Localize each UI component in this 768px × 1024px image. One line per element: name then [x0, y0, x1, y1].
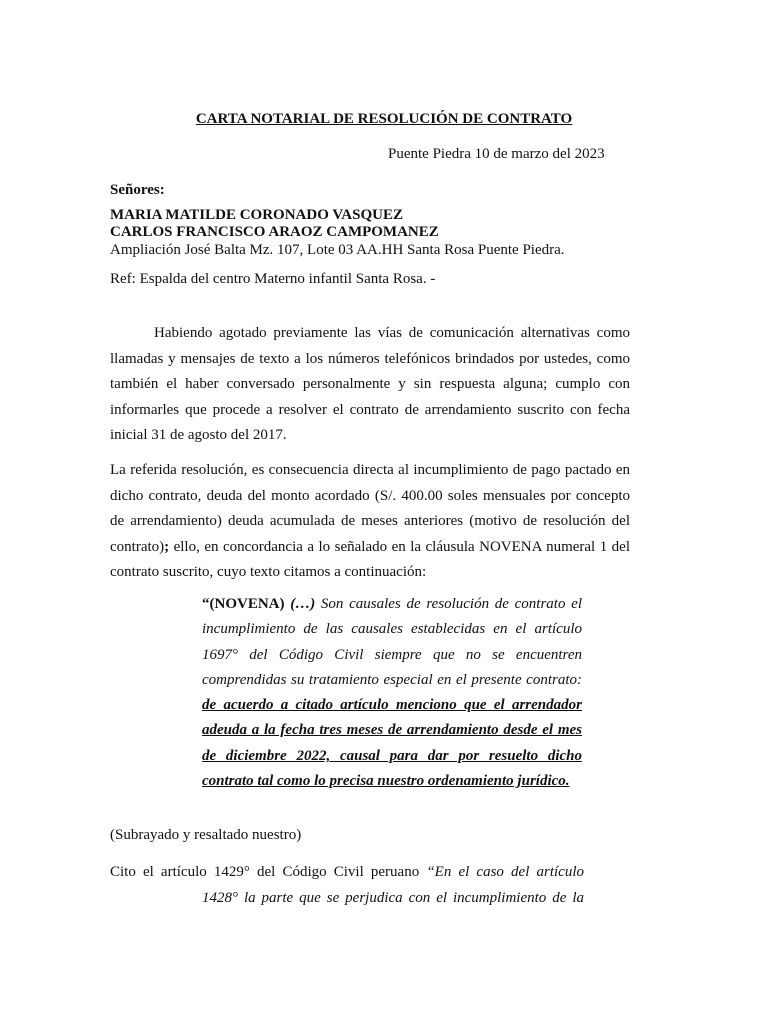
paragraph-text: Habiendo agotado previamente las vías de comunicación alternativas como llamadas y mensajes de texto a los números telefónicos brindados por ustedes, como también el haber conversado personalmente y sin respuesta alguna; cumplo con informarles que procede a resolver el contrato de arrendamiento suscrito con fecha inicial 31 de agosto del 2017.: [110, 325, 630, 443]
document-title: CARTA NOTARIAL DE RESOLUCIÓN DE CONTRATO: [195, 111, 573, 127]
cito-line-1: [110, 860, 584, 886]
paragraph-text: ello, en concordancia a lo señalado en la cláusula NOVENA numeral 1 del contrato suscrito, cuyo texto citamos a continuación:: [110, 538, 630, 580]
body-paragraph-2: [110, 458, 630, 586]
body-paragraph-1: [110, 321, 630, 449]
reference-line: Ref: Espalda del centro Materno infantil Santa Rosa. -: [110, 271, 436, 287]
recipient-name: MARIA MATILDE CORONADO VASQUEZ: [110, 207, 403, 223]
paragraph-separator: ;: [164, 538, 170, 555]
quote-heading: “(NOVENA): [202, 596, 291, 612]
cito-intro: Cito el artículo 1429° del Código Civil peruano: [110, 864, 427, 880]
recipient-name: CARLOS FRANCISCO ARAOZ CAMPOMANEZ: [110, 224, 439, 240]
place-date: Puente Piedra 10 de marzo del 2023: [388, 146, 605, 162]
cito-quote: “En el caso del artículo: [426, 864, 584, 880]
cito-line-2: 1428° la parte que se perjudica con el incumplimiento de la: [202, 889, 584, 906]
quote-body: Son causales de resolución de contrato el incumplimiento de las causales establecidas en el artículo 1697° del Código Civil siempre que no se encuentren comprendidas su tratamiento especial en el presente contrato:: [202, 596, 582, 688]
quote-ellipsis: (…): [290, 596, 316, 612]
clause-quote: [202, 592, 582, 794]
quote-underlined-text: de acuerdo a citado artículo menciono que el arrendador adeuda a la fecha tres meses de arrendamiento desde el mes de diciembre 2022, causal para dar por resuelto dicho contrato tal como lo precisa nuestro ordenamiento jurídico.: [202, 697, 582, 790]
cito-paragraph: [110, 860, 584, 911]
recipient-address: Ampliación José Balta Mz. 107, Lote 03 AA.HH Santa Rosa Puente Piedra.: [110, 242, 565, 258]
salutation: Señores:: [110, 182, 165, 198]
paragraph-text: La referida resolución, es consecuencia directa al incumplimiento de pago pactado en dicho contrato, deuda del monto acordado (S/. 400.00 soles mensuales por concepto de arrendamiento) deuda acumulada de meses anteriores (motivo de resolución del contrato): [110, 462, 630, 555]
emphasis-note: (Subrayado y resaltado nuestro): [110, 827, 302, 843]
